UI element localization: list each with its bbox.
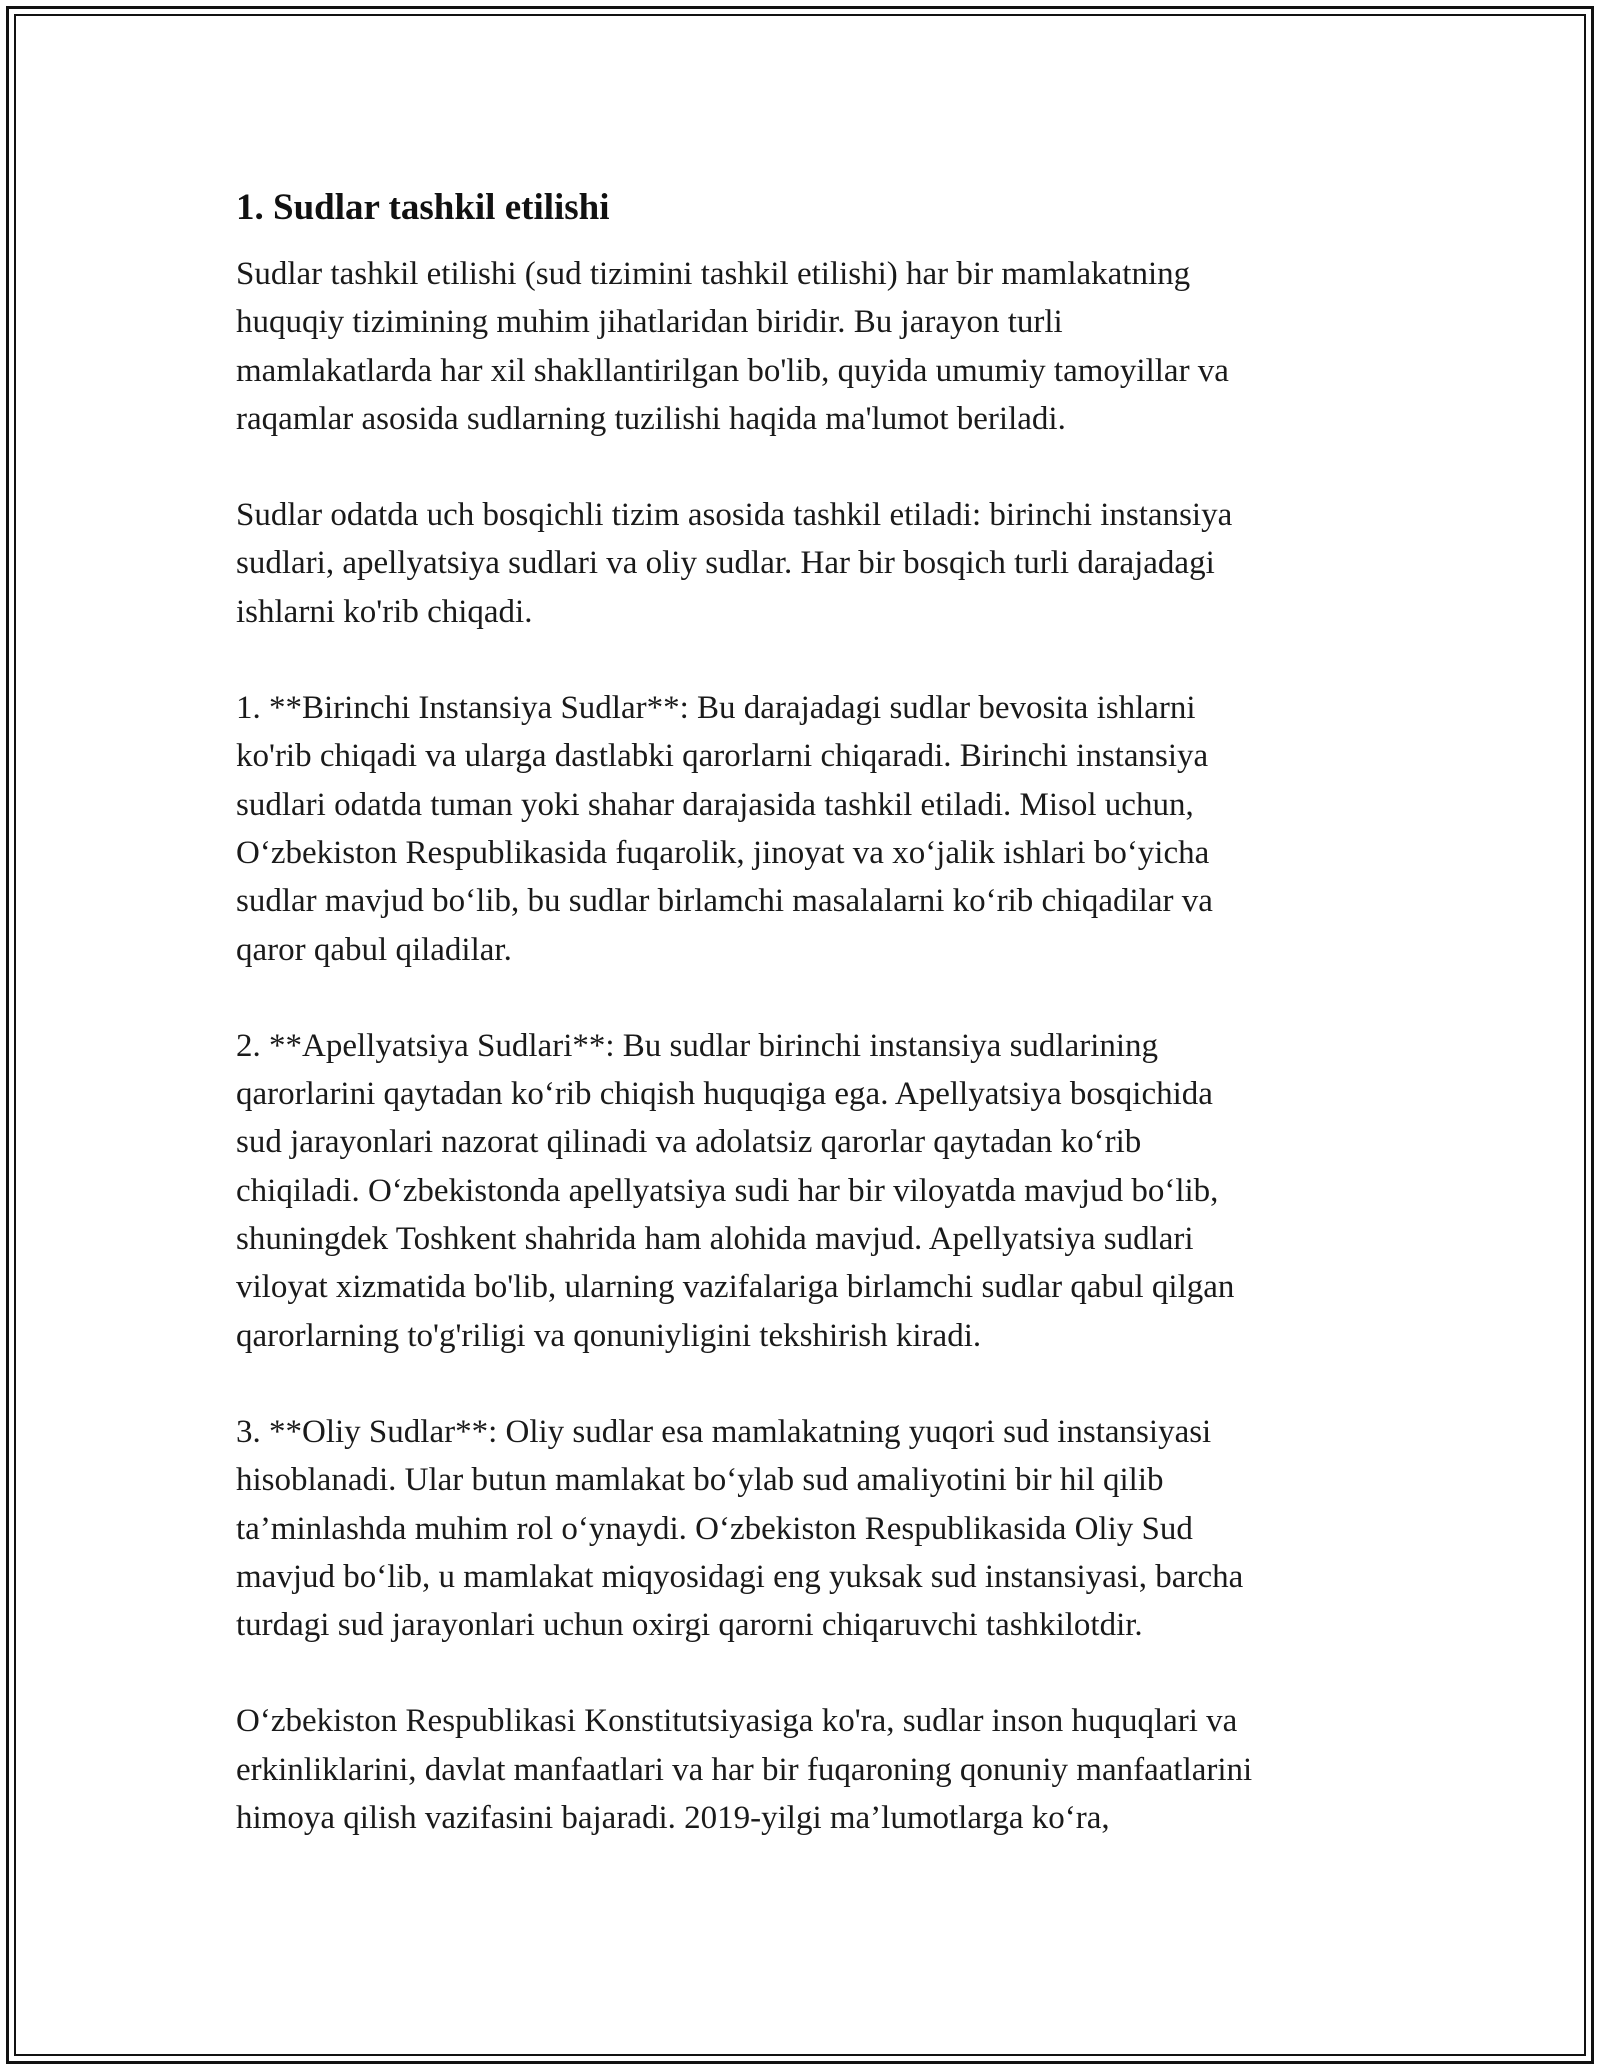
text-line: raqamlar asosida sudlarning tuzilishi haqida ma'lumot beriladi. <box>236 400 1066 437</box>
text-line: sudlar mavjud bo‘lib, bu sudlar birlamchi masalalarni ko‘rib chiqadilar va <box>236 883 1213 920</box>
text-line: erkinliklarini, davlat manfaatlari va har bir fuqaroning qonuniy manfaatlarini <box>236 1751 1253 1788</box>
text-line: O‘zbekiston Respublikasida fuqarolik, jinoyat va xo‘jalik ishlari bo‘yicha <box>236 834 1210 871</box>
text-line: qaror qabul qiladilar. <box>236 931 512 968</box>
paragraph-first-instance-courts <box>236 684 1386 974</box>
text-line: sudlari odatda tuman yoki shahar darajasida tashkil etiladi. Misol uchun, <box>236 786 1194 823</box>
text-line: qarorlarning to'g'riligi va qonuniyligini tekshirish kiradi. <box>236 1317 982 1354</box>
text-line: shuningdek Toshkent shahrida ham alohida mavjud. Apellyatsiya sudlari <box>236 1221 1194 1258</box>
text-line: O‘zbekiston Respublikasi Konstitutsiyasiga ko'ra, sudlar inson huquqlari va <box>236 1703 1238 1740</box>
text-line: mavjud bo‘lib, u mamlakat miqyosidagi eng yuksak sud instansiyasi, barcha <box>236 1558 1244 1595</box>
paragraph-three-tier-system <box>236 491 1386 636</box>
paragraph-constitution <box>236 1697 1386 1842</box>
paragraph-intro <box>236 250 1386 443</box>
text-line: 3. **Oliy Sudlar**: Oliy sudlar esa mamlakatning yuqori sud instansiyasi <box>236 1413 1212 1450</box>
paragraph-supreme-courts <box>236 1408 1386 1649</box>
text-line: hisoblanadi. Ular butun mamlakat bo‘ylab sud amaliyotini bir hil qilib <box>236 1462 1164 1499</box>
text-line: ta’minlashda muhim rol o‘ynaydi. O‘zbekiston Respublikasida Oliy Sud <box>236 1510 1193 1547</box>
text-line: sudlari, apellyatsiya sudlari va oliy sudlar. Har bir bosqich turli darajadagi <box>236 545 1215 582</box>
paragraph-appellate-courts <box>236 1022 1386 1360</box>
text-line: chiqiladi. O‘zbekistonda apellyatsiya sudi har bir viloyatda mavjud bo‘lib, <box>236 1172 1219 1209</box>
text-line: 1. **Birinchi Instansiya Sudlar**: Bu darajadagi sudlar bevosita ishlarni <box>236 690 1196 727</box>
text-line: Sudlar odatda uch bosqichli tizim asosida tashkil etiladi: birinchi instansiya <box>236 497 1233 534</box>
text-line: ishlarni ko'rib chiqadi. <box>236 593 533 630</box>
text-line: 2. **Apellyatsiya Sudlari**: Bu sudlar birinchi instansiya sudlarining <box>236 1027 1159 1064</box>
text-line: sud jarayonlari nazorat qilinadi va adolatsiz qarorlar qaytadan ko‘rib <box>236 1124 1142 1161</box>
text-line: mamlakatlarda har xil shakllantirilgan bo'lib, quyida umumiy tamoyillar va <box>236 352 1229 389</box>
text-line: turdagi sud jarayonlari uchun oxirgi qarorni chiqaruvchi tashkilotdir. <box>236 1607 1143 1644</box>
text-line: himoya qilish vazifasini bajaradi. 2019-yilgi ma’lumotlarga ko‘ra, <box>236 1800 1110 1837</box>
document-body <box>236 186 1386 1890</box>
text-line: Sudlar tashkil etilishi (sud tizimini tashkil etilishi) har bir mamlakatning <box>236 256 1191 292</box>
text-line: ko'rib chiqadi va ularga dastlabki qarorlarni chiqaradi. Birinchi instansiya <box>236 738 1209 775</box>
text-line: huquqiy tizimining muhim jihatlaridan biridir. Bu jarayon turli <box>236 304 1063 341</box>
section-title: 1. Sudlar tashkil etilishi <box>236 187 610 228</box>
text-line: viloyat xizmatida bo'lib, ularning vazifalariga birlamchi sudlar qabul qilgan <box>236 1269 1235 1306</box>
text-line: qarorlarini qaytadan ko‘rib chiqish huquqiga ega. Apellyatsiya bosqichida <box>236 1076 1213 1113</box>
